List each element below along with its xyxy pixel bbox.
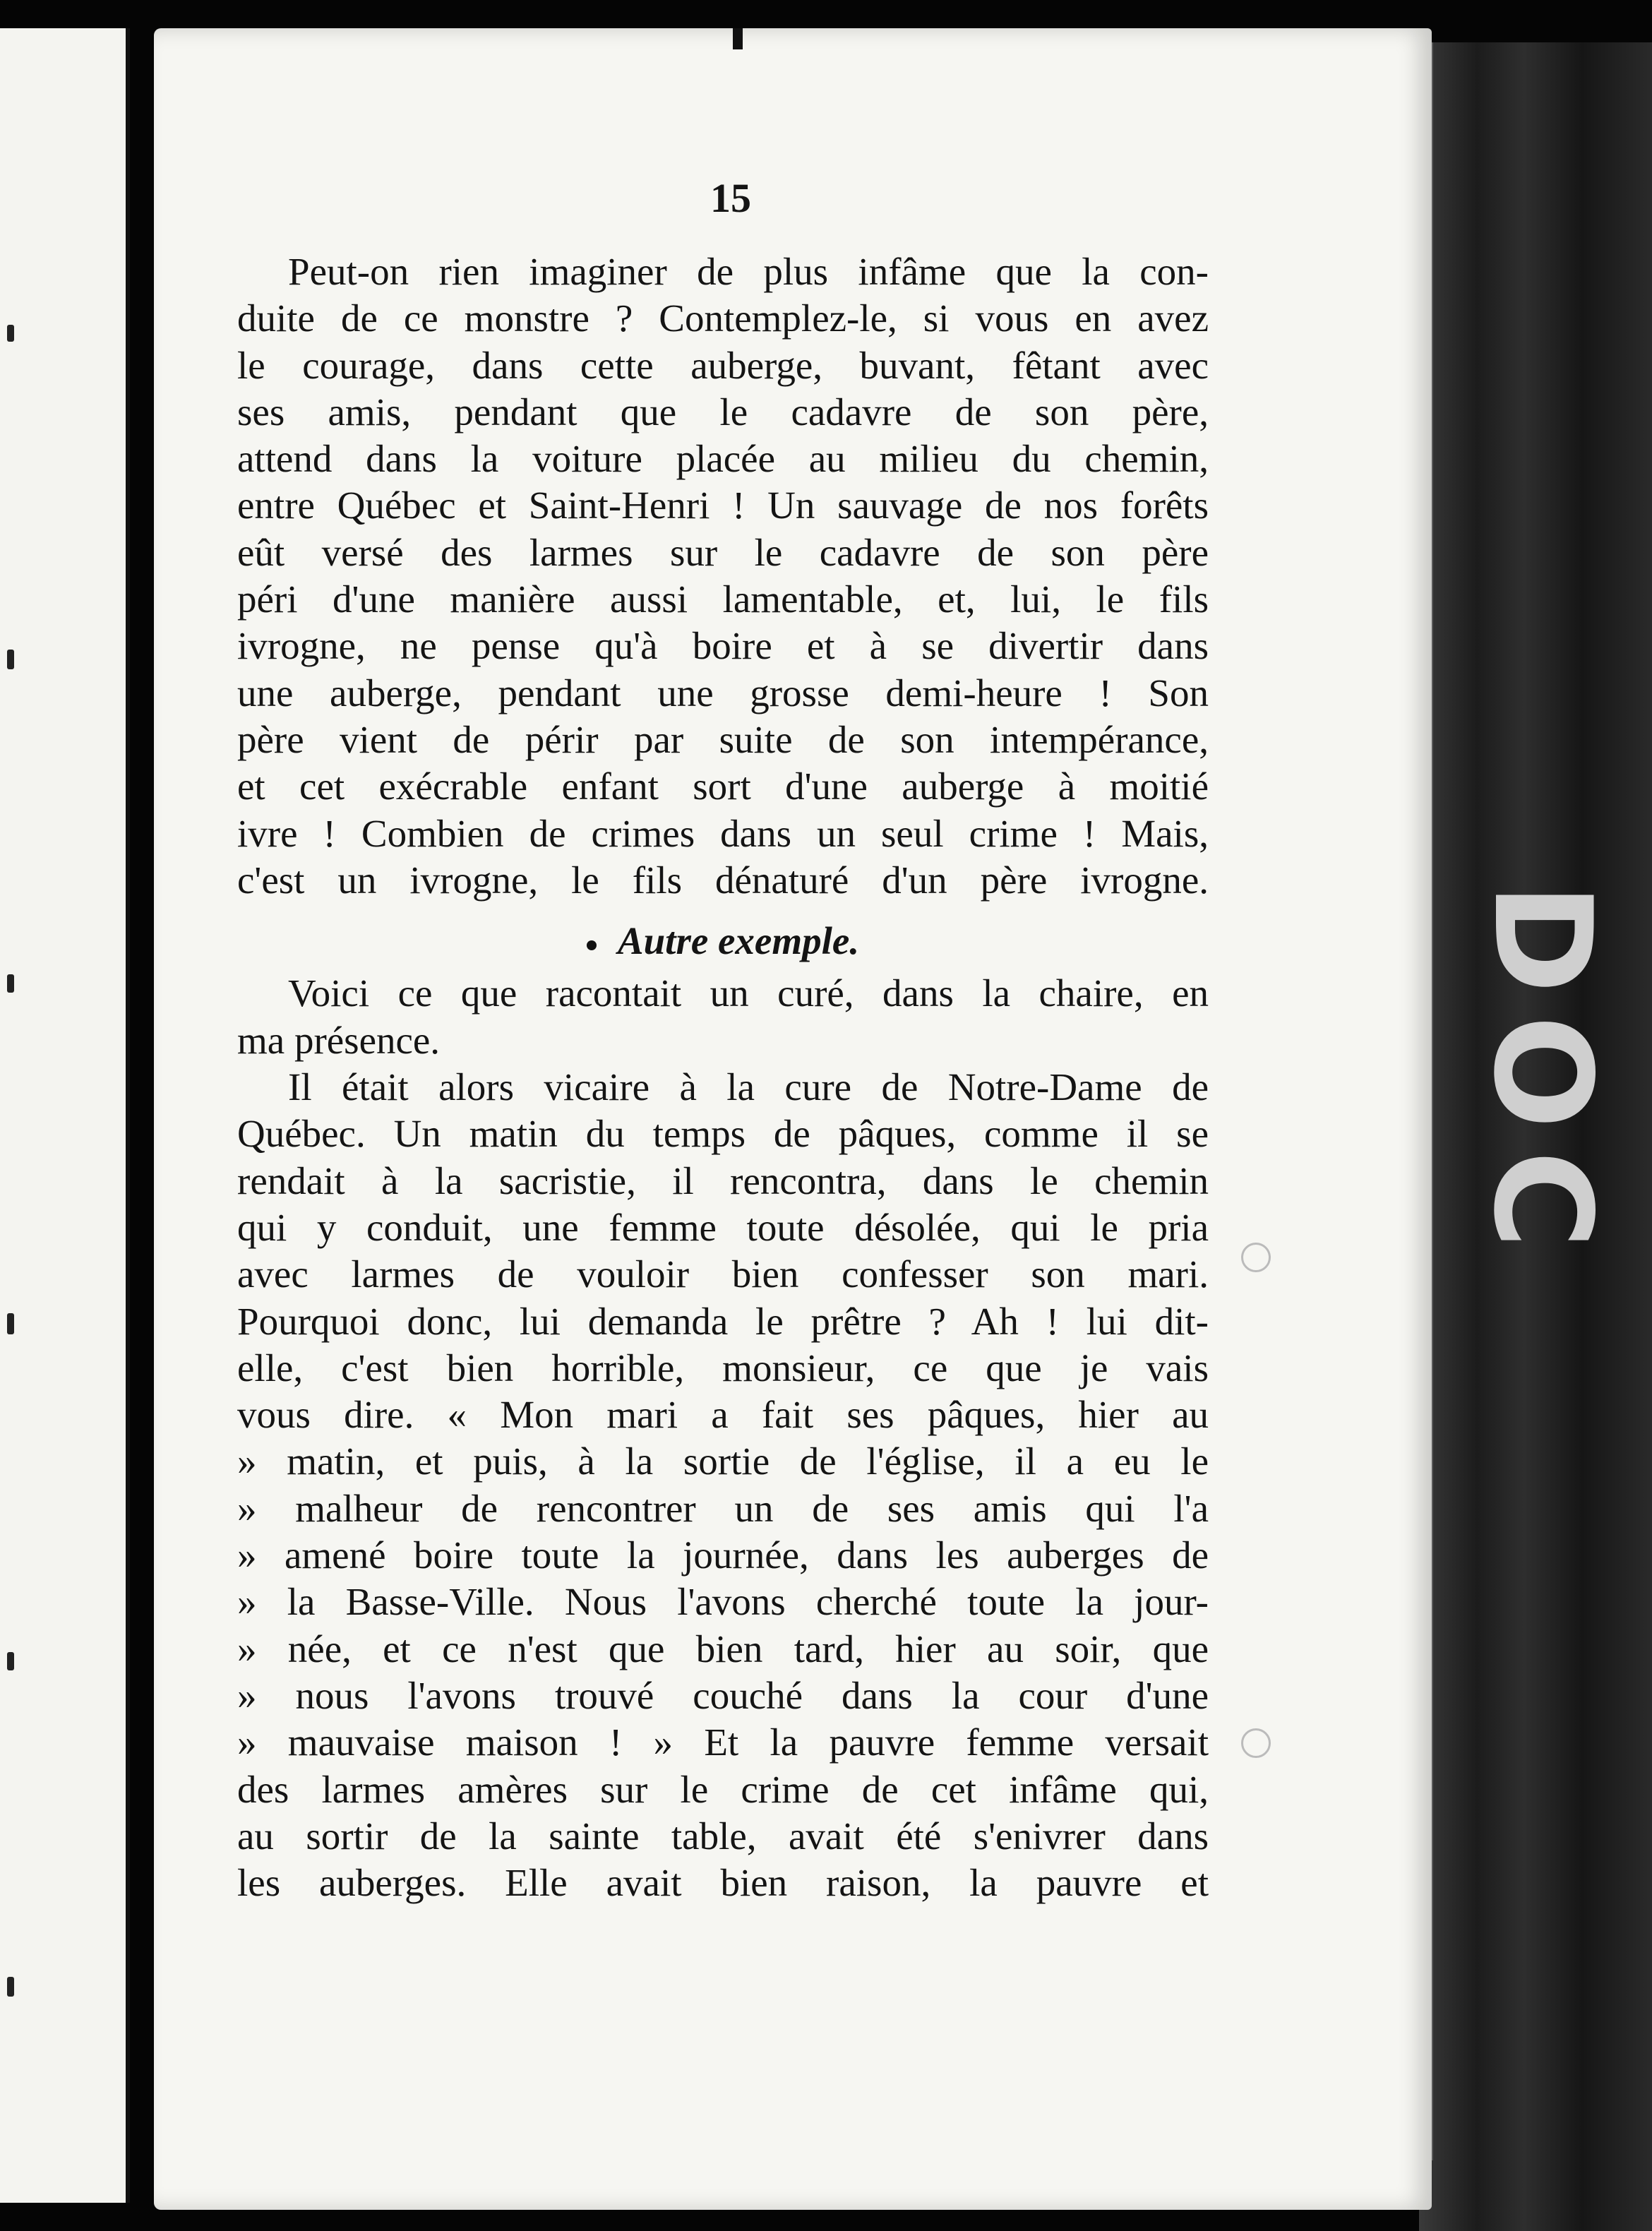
text-line: une auberge, pendant une grosse demi-heure ! Son xyxy=(237,671,1209,714)
text-line: les auberges. Elle avait bien raison, la pauvre et xyxy=(237,1861,1209,1905)
paragraph-2 xyxy=(237,970,1209,1064)
text-line: père vient de périr par suite de son intempérance, xyxy=(237,717,1209,761)
text-line: » née, et ce n'est que bien tard, hier au soir, que xyxy=(237,1627,1209,1670)
text-line: elle, c'est bien horrible, monsieur, ce que je vais xyxy=(237,1346,1209,1389)
facing-page-mark xyxy=(7,325,14,342)
text-line: eût versé des larmes sur le cadavre de son père xyxy=(237,530,1209,574)
bullet-mark xyxy=(587,940,597,950)
section-heading xyxy=(237,918,1209,964)
text-line: duite de ce monstre ? Contemplez-le, si vous en avez xyxy=(237,297,1209,340)
paragraph-1 xyxy=(237,249,1209,904)
text-line: entre Québec et Saint-Henri ! Un sauvage de nos forêts xyxy=(237,484,1209,527)
text-line: Pourquoi donc, lui demanda le prêtre ? Ah ! lui dit- xyxy=(237,1299,1209,1343)
text-line: Il était alors vicaire à la cure de Notre-Dame de xyxy=(288,1065,1209,1109)
text-line: péri d'une manière aussi lamentable, et, lui, le fils xyxy=(237,578,1209,621)
text-line: ma présence. xyxy=(237,1018,441,1062)
text-line: qui y conduit, une femme toute désolée, qui le pria xyxy=(237,1205,1209,1249)
bleed-through-mark xyxy=(1241,1243,1271,1272)
text-line: le courage, dans cette auberge, buvant, fêtant avec xyxy=(237,343,1209,387)
text-line: » la Basse-Ville. Nous l'avons cherché toute la jour- xyxy=(237,1580,1209,1624)
heading-text: Autre exemple. xyxy=(617,919,860,963)
text-line: avec larmes de vouloir bien confesser son mari. xyxy=(237,1252,1209,1296)
text-line: attend dans la voiture placée au milieu du chemin, xyxy=(237,437,1209,481)
text-line: » matin, et puis, à la sortie de l'église, il a eu le xyxy=(237,1440,1209,1483)
facing-page-mark xyxy=(7,1977,14,1997)
facing-page-mark xyxy=(7,650,14,669)
text-line: au sortir de la sainte table, avait été s'enivrer dans xyxy=(237,1814,1209,1858)
facing-page-edge xyxy=(0,28,130,2203)
facing-page-mark xyxy=(7,974,14,993)
text-line: des larmes amères sur le crime de cet infâme qui, xyxy=(237,1767,1209,1811)
text-line: Québec. Un matin du temps de pâques, comme il se xyxy=(237,1112,1209,1156)
text-line: c'est un ivrogne, le fils dénaturé d'un père ivrogne. xyxy=(237,858,1209,902)
bleed-through-mark xyxy=(1241,1728,1271,1758)
text-line: » malheur de rencontrer un de ses amis qui l'a xyxy=(237,1486,1209,1530)
text-line: ivre ! Combien de crimes dans un seul crime ! Mais, xyxy=(237,811,1209,855)
facing-page-mark xyxy=(7,1652,14,1670)
text-line: ivrogne, ne pense qu'à boire et à se divertir dans xyxy=(237,624,1209,668)
text-line: ses amis, pendant que le cadavre de son père, xyxy=(237,390,1209,433)
page-text xyxy=(237,175,1209,1906)
text-line: Peut-on rien imaginer de plus infâme que la con- xyxy=(288,250,1209,293)
text-line: » amené boire toute la journée, dans les auberges de xyxy=(237,1533,1209,1577)
text-line: vous dire. « Mon mari a fait ses pâques, hier au xyxy=(237,1393,1209,1437)
page-number: 15 xyxy=(710,175,751,221)
paragraph-3 xyxy=(237,1064,1209,1906)
text-line: rendait à la sacristie, il rencontra, dans le chemin xyxy=(237,1159,1209,1202)
spine-stamp xyxy=(1482,883,1603,1024)
text-line: » mauvaise maison ! » Et la pauvre femme versait xyxy=(237,1721,1209,1764)
page-top-notch xyxy=(733,28,743,49)
text-line: et cet exécrable enfant sort d'une auberge à moitié xyxy=(237,765,1209,808)
text-line: Voici ce que racontait un curé, dans la chaire, en xyxy=(288,971,1209,1015)
text-line: » nous l'avons trouvé couché dans la cour d'une xyxy=(237,1673,1209,1717)
facing-page-mark xyxy=(7,1313,14,1334)
